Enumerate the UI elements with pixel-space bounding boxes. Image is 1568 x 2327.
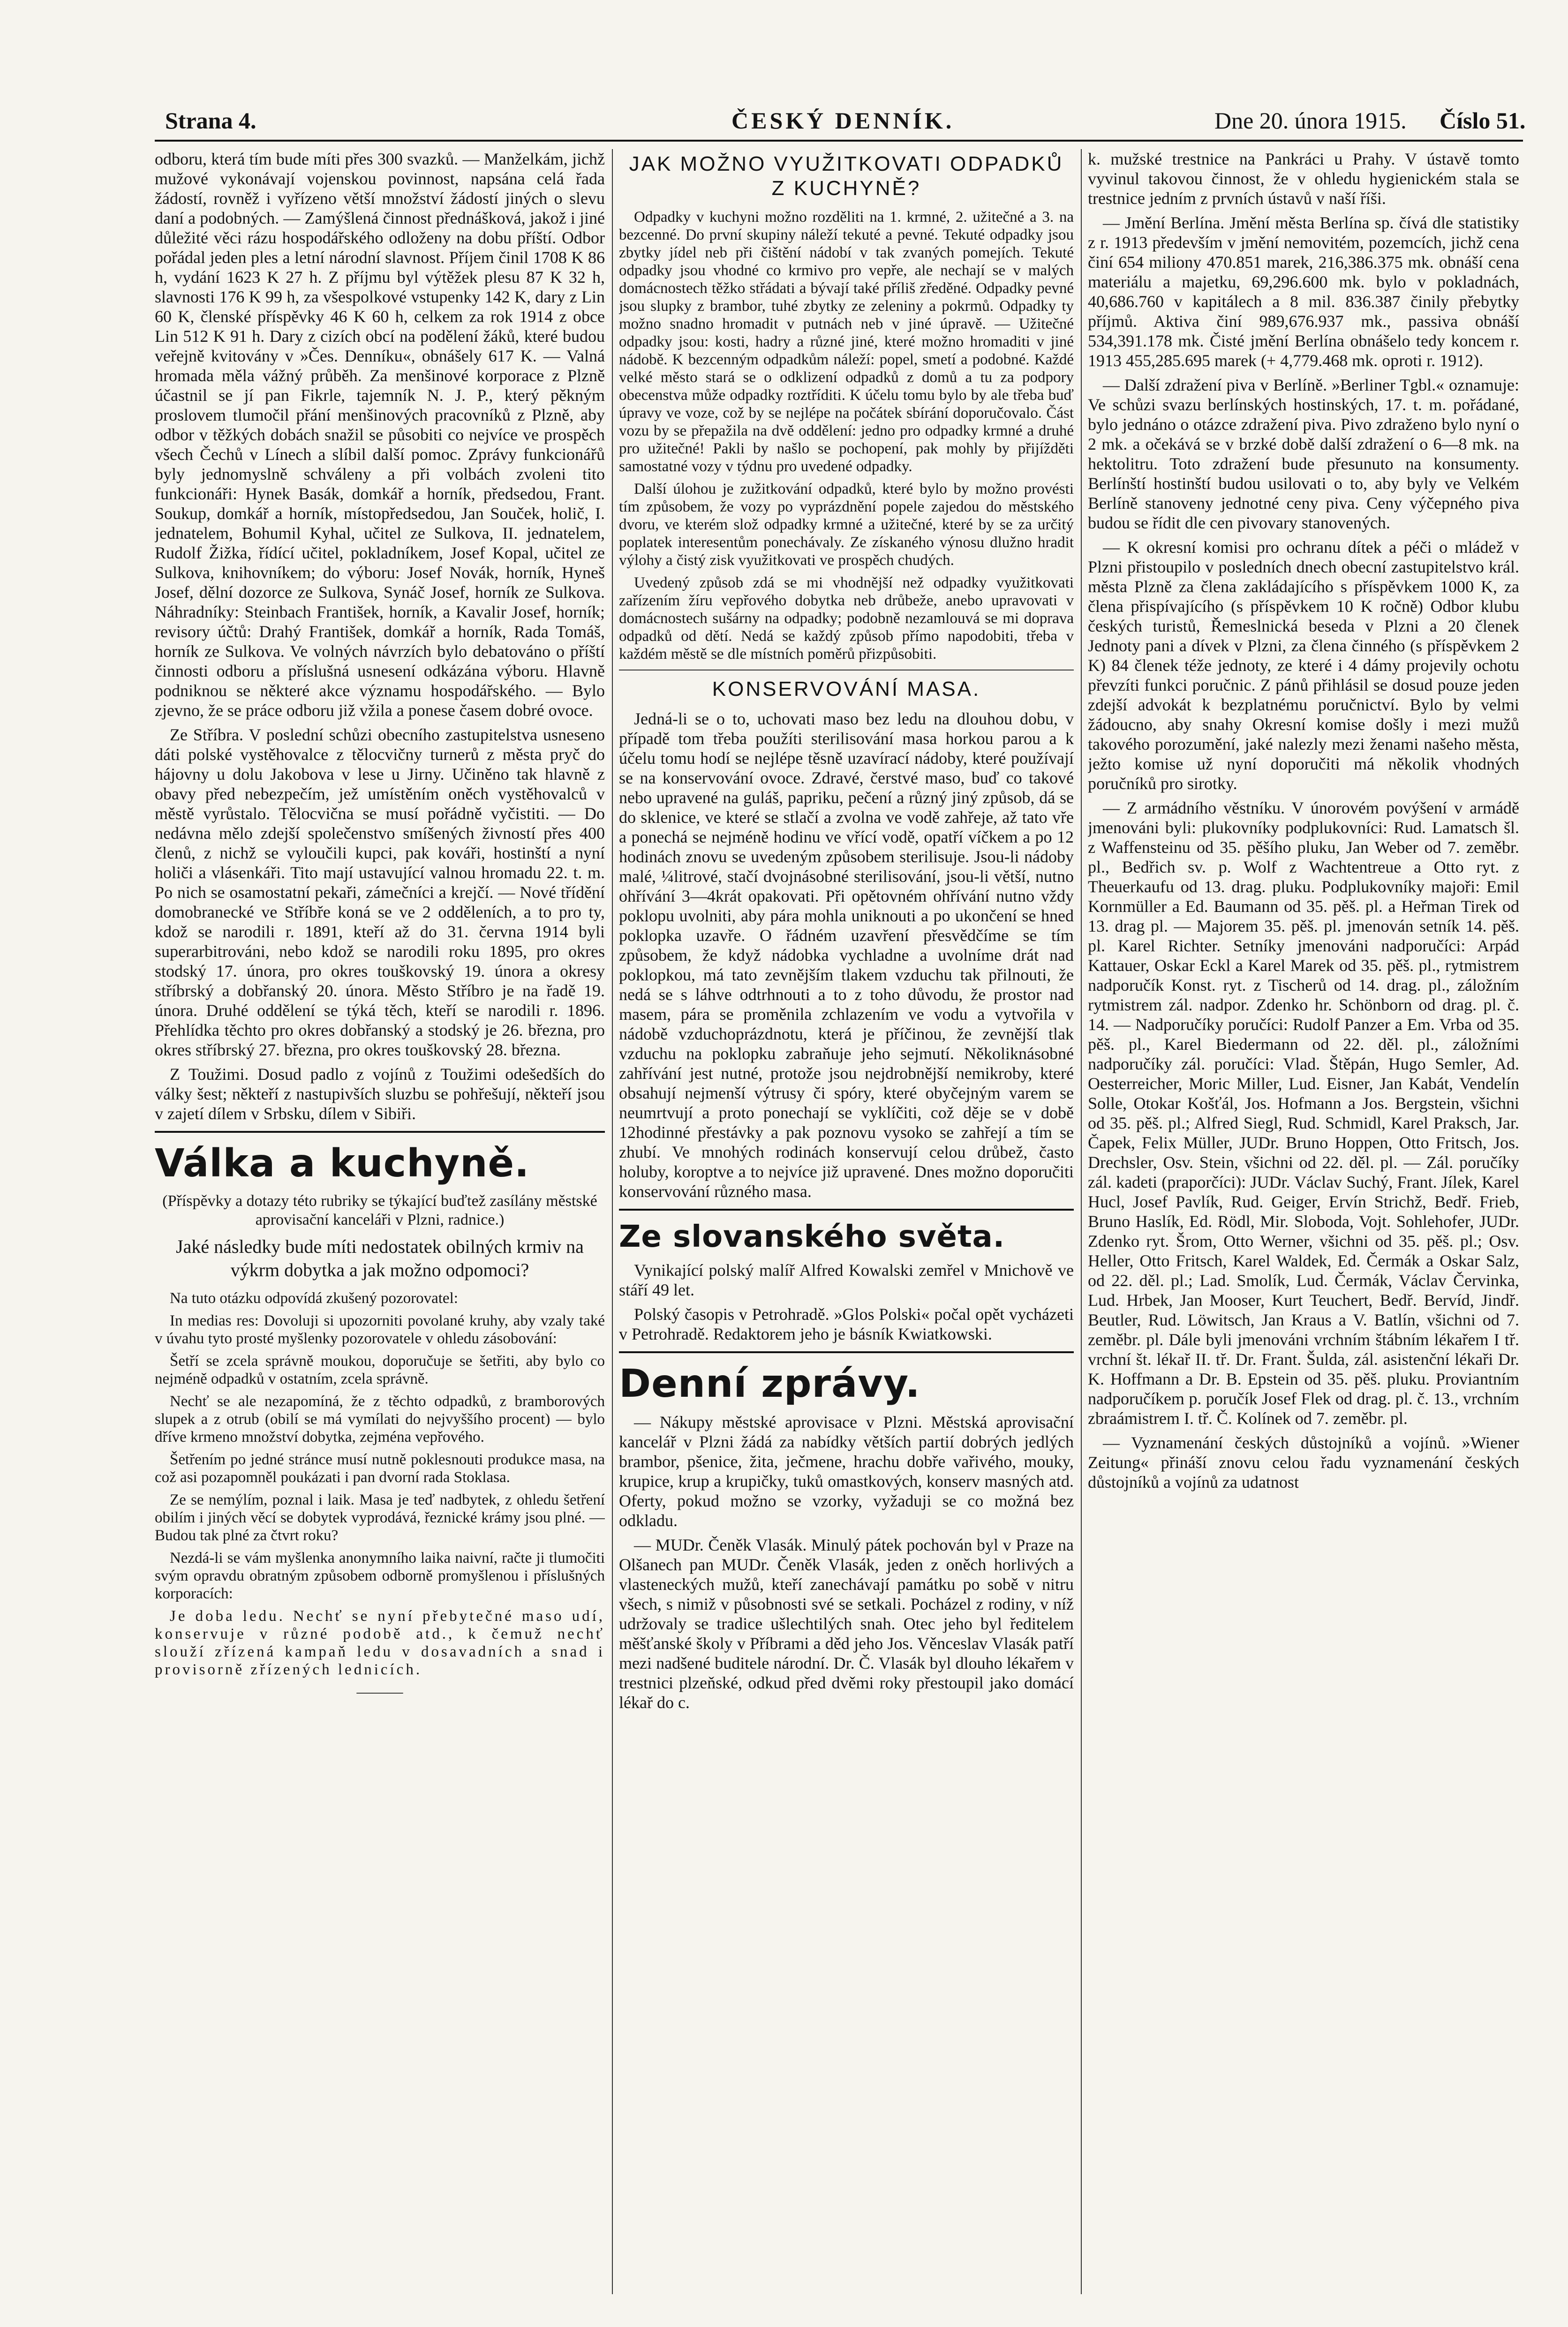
article-paragraph: Odpadky v kuchyni možno rozděliti na 1. krmné, 2. užitečné a 3. na bezcenné. Do první skupiny náleží tekuté a pevné. Tekuté odpadky jsou zbytky jídel neb při čištění nádobí v tak zvaných pomejích. Tekuté odpadky jsou vhodné co krmivo pro vepře, ale nechají se v malých domácnostech těžko střádati a bývají také příliš zředěné. Odpadky pevné jsou slupky z brambor, tuhé zbytky ze zeleniny a pokrmů. Odpadky ty možno snadno hromadit v putnách neb v jiné úpravě. — Užitečné odpadky jsou: kosti, hadry a různé jiné, které možno hromaditi v jiné nádobě. K bezcenným odpadkům náleží: popel, smetí a podobné. Každé velké město stará se o odklizení odpadků z domů a tu za podpory obecenstva může odpadky roztříditi. K účelu tomu bylo by ale třeba buď úpravy ve voze, což by se nejlépe na počátek sbírání doporučovalo. Část vozu by se přepažila na dvě oddělení: jedno pro odpadky krmné a druhé pro užitečné! Pakli by našlo se pochopení, pak mohly by přijížděti samostatné vozy v týdnu pro uvedené odpadky. [619,209,1074,475]
section-rule [619,1351,1074,1353]
newspaper-title: ČESKÝ DENNÍK. [731,107,955,134]
answer-paragraph: Nechť se ale nezapomíná, že z těchto odpadků, z bramborových slupek a z otrub (obilí se má vymílati do nejvyššího procent) — bylo dříve krmeno množství dobytka, zejména vepřového. [155,1393,605,1446]
column-divider [1081,149,1082,2294]
article-paragraph: Vynikající polský malíř Alfred Kowalski zemřel v Mnichově ve stáří 49 let. [619,1261,1074,1299]
article-ze-stribra: Ze Stříbra. V poslední schůzi obecního zastupitelstva usneseno dáti polské vystěhovalce z tělocvičny turnerů z města pryč do hájovny u dolu Jakobova v lese u Jirny. Učiněno tak hlavně z obavy před nebezpečím, jež umístěním oněch vystěhovalců v městě vyrůstalo. Tělocvična se musí pořádně vyčistiti. — Do nedávna mělo zdejší společenstvo smíšených živností přes 400 členů, z nichž se vyloučili kupci, pak kováři, hostinští a nyní holiči a vlásenkáři. Tito mají ustavující valnou hromadu 22. t. m. Po nich se osamostatní pekaři, zámečníci a krejčí. — Nové třídění domobranecké ve Stříbře koná se ve 2 odděleních, a to pro ty, kdož se narodili r. 1891, kteří až do 31. června 1914 byli superarbitrováni, nebo kdož se narodili roku 1895, pro okres stodský 17. února, pro okres touškovský 19. února a okresy stříbrský a dobřanský 20. února. Město Stříbro je na řadě 19. února. Druhé oddělení se týká těch, kteří se narodili r. 1896. Přehlídka těchto pro okres dobřanský a stodský je 26. března, pro okres stříbrský 27. března, pro okres touškovský 28. března. [155,725,605,1059]
headline-konservovani: KONSERVOVÁNÍ MASA. [712,678,981,700]
answer-paragraph: In medias res: Dovoluji si upozorniti povolané kruhy, aby vzaly také v úvahu tyto prosté myšlenky pozorovatele v ohledu zásobování: [155,1312,605,1347]
article-zdrazeni-piva: — Další zdražení piva v Berlíně. »Berliner Tgbl.« oznamuje: Ve schůzi svazu berlínských hostinských, 17. t. m. pořádané, bylo jednáno o otázce zdražení piva. Pivo zdraženo bylo nyní o 2 mk. a očekává se v brzké době další zdražení o 6—8 mk. na hektolitru. Toto zdražení bude přesunuto na konsumenty. Berlínští hostinští budou usilovati o to, aby byly ve Velkém Berlíně stanoveny jednotné ceny piva. Ceny výčepného piva budou se řídit dle cen pivovary stanovených. [1088,376,1519,532]
section-note: (Příspěvky a dotazy této rubriky se týkající buďtež zasílány městské aprovisační kanceláři v Plzni, radnice.) [162,1192,597,1228]
issue-date: Dne 20. února 1915. [1214,107,1407,134]
article-jmeni-berlina: — Jmění Berlína. Jmění města Berlína sp. čívá dle statistiky z r. 1913 především v jmění nemovitém, pozemcích, jichž cena činí 654 miliony 470.851 marek, 216,386.375 mk. obnáší cena materiálu a majetku, 69,296.600 mk. bylo v pokladnách, 40,686.760 v kapitálech a 8 mil. 836.387 činily přebytky příjmů. Aktiva činí 989,676.937 mk., passiva obnáší 534,391.178 mk. Čisté jmění Berlína obnášelo tedy koncem r. 1913 455,285.695 marek (+ 4,779.468 mk. oproti r. 1912). [1088,213,1519,370]
answer-paragraph: Ze se nemýlím, poznal i laik. Masa je teď nadbytek, z ohledu šetření obilím i jiných věcí se dobytek vyprodává, řeznické krámy jsou plné. — Budou tak plné za čtvrt roku? [155,1491,605,1544]
answer-paragraph: Na tuto otázku odpovídá zkušený pozorovatel: [170,1290,458,1307]
section-title-slovansky-svet: Ze slovanského světa. [619,1220,1005,1254]
article-z-touzimi: Z Toužimi. Dosud padlo z vojínů z Toužimi odešedších do války šest; někteří z nastupivších sluzbu se pohřešují, někteří jsou v zajetí dílem v Srbsku, dílem v Sibiři. [155,1065,605,1123]
article-lin-report: odboru, která tím bude míti přes 300 svazků. — Manželkám, jichž mužové vykonávají vojenskou povinnost, napsána celá řada žádostí, rovněž i vyřízeno větší množství žádostí jiných o slevu daní a podobných. — Zamýšlená činnost přednášková, jakož i jiné důležité věci rázu hospodářského odloženy na dobu příští. Odbor pořádal jeden ples a letní národní slavnost. Příjem činil 1708 K 86 h, vydání 1623 K 27 h. Z příjmu byl výtěžek plesu 87 K 32 h, slavnosti 176 K 99 h, za všespolkové vstupenky 142 K, dary z Lin 60 K, členské příspěvky 46 K 60 h, celkem za rok 1914 z obce Lin 512 K 91 h. Dary z cizích obcí na podělení žáků, které budou veřejně kvitovány v »Čes. Denníku«, obnášely 617 K. — Valná hromada měla vážný průběh. Za menšinové korporace z Plzně účastnil se jí pan Fikrle, tajemník N. J. P., který pěkným proslovem tlumočil přání menšinových pracovníků z Plzně, aby odbor v těžkých dobách snažil se působiti co nejvíce ve prospěch všech Čechů v Línech a slíbil další pomoc. Zprávy funkcionářů byly jednomyslně schváleny a při volbách zvoleni tito funkcionáři: Hynek Basák, domkář a horník, předsedou, Frant. Soukup, domkář a horník, místopředsedou, Jan Souček, holič, I. jednatelem, Bohumil Kyhal, učitel ze Sulkova, II. jednatelem, Rudolf Žižka, řídící učitel, pokladníkem, Josef Kopal, učitel ze Sulkova, knihovníkem; do výboru: Josef Novák, horník, Hyneš Josef, dělní dozorce ze Sulkova, Synáč Josef, horník ze Sulkova. Náhradníky: Steinbach František, horník, a Kavalir Josef, horník; revisory účtů: Drahý František, domkář a horník, Rada Tomáš, horník ze Sulkova. Ve volných návrzích bylo debatováno o příští činnosti odboru a příslušná usnesení odkázána výboru. Hlavně podniknou se některé akce významu hospodářského. — Bylo zjevno, že se práce odboru již vžila a ponese časem dobré ovoce. [155,150,605,720]
article-armadni-vestnik: — Z armádního věstníku. V únorovém povýšení v armádě jmenováni byli: plukovníky podplukovníci: Rud. Lamatsch šl. z Waffensteinu od 35. pěšího pluku, Jan Weber od 7. zeměbr. pl., Bedřich sv. p. Wolf z Wachtentreue a Otto ryt. z Theuerkaufu od 13. drag. pluku. Podplukovníky majoři: Emil Kornmüller a Ed. Baumann od 35. pěš. pl. a Heřman Tirek od 13. drag pl. — Majorem 35. pěš. pl. jmenován setník 14. pěš. pl. Karel Richter. Setníky jmenováni nadporučíci: Arpád Kattauer, Oskar Eckl a Karel Marek od 35. pěš. pl., rytmistrem nadporučík Konst. ryt. z Tischerů od 14. drag. pl., záložním rytmistrem zál. nadpor. Zdenko hr. Schönborn od drag. pl. č. 14. — Nadporučíky poručíci: Rudolf Panzer a Em. Vrba od 35. pěš. pl., Karel Biedermann od 22. děl. pl., záložními nadporučíky zál. poručíci: Vlad. Štěpán, Hugo Semler, Ad. Oesterreicher, Moric Miller, Lud. Eisner, Jan Kabát, Vendelín Solle, Otokar Košťál, Jos. Hofmann a Jos. Bergstein, všichni od 35. pěš. pl.; Alfred Siegl, Rud. Schmidl, Karel Praksch, Jar. Čapek, Felix Müller, JUDr. Bruno Hoppen, Otto Fritsch, Jos. Drechsler, Osv. Stein, všichni od 22. děl. pl. — Zál. poručíky zál. kadeti (praporčíci): JUDr. Václav Suchý, Frant. Jílek, Karel Hucl, Josef Pavlík, Rud. Geiger, Ervín Strichž, Bedř. Frieb, Bruno Haslík, Ed. Rödl, Mir. Sloboda, Vojt. Sohlehofer, JUDr. Zdenko ryt. Šrom, Otto Werner, všichni od 35. pěš. pl.; Osv. Heller, Otto Fritsch, Karel Waldek, Ed. Čermák a Oskar Salz, od 22. děl. pl.; Lad. Smolík, Lud. Čermák, Václav Červinka, Lud. Hrbek, Jan Mooser, Kurt Teuchert, Bedř. Bervíd, Jindř. Beutler, Rud. Löwitsch, Jan Kraus a V. Batlín, všichni od 7. zeměbr. pl. Dále byli jmenováni vrchním štábním lékařem I tř. vrchní št. lékař II. tř. Dr. Frant. Šulda, zál. asistenční lékaři Dr. K. Hoffmann a Dr. B. Epstein od 35. pěš. pluku. Proviantním nadporučíkem p. poručík Josef Flek od drag. pl. č. 13., vrchním zbraámistrem I. tř. Č. Kolínek od 7. zeměbr. pl. [1088,798,1519,1428]
answer-paragraph: Šetřením po jedné stránce musí nutně poklesnouti produkce masa, na což asi pozapomněl poukázati i pan dvorní rada Stoklasa. [155,1451,605,1486]
section-rule [155,1131,605,1133]
article-paragraph: — MUDr. Čeněk Vlasák. Minulý pátek pochován byl v Praze na Olšanech pan MUDr. Čeněk Vlasák, jeden z oněch horlivých a vlasteneckých mužů, kteří zanechávají památku po sobě v nitru všech, s nimiž v působnosti své se setkali. Pocházel z rodiny, v níž udržovaly se tradice ušlechtilých snah. Otec jeho byl ředitelem měšťanské školy v Příbrami a děd jeho Jos. Věnceslav Vlasák patří mezi nadšené buditele národní. Dr. Č. Vlasák byl dlouho lékařem v trestnici plzeňské, odkud před dvěmi roky přestoupil jako domácí lékař do c. [619,1536,1074,1712]
end-mark: ——— [356,1684,403,1701]
column-divider [612,149,613,2294]
article-paragraph: Další úlohou je zužitkování odpadků, které bylo by možno provésti tím způsobem, že vozy po vyprázdnění popele zajedou do městského dvoru, ve kterém slož odpadky krmné a užitečné, které by se za určitý poplatek interesentům ponechávaly. Ze získaného výnosu dlužno hradit výlohy a čistý zisk využitkovati ve prospěch chudých. [619,481,1074,569]
column-2 [619,149,1074,2294]
article-paragraph: Jedná-li se o to, uchovati maso bez ledu na dlouhou dobu, v případě tom třeba použíti sterilisování masa horkou parou a k účelu tomu hodí se nejlépe těsně uzavírací nádoby, které používají se na konservování ovoce. Zdravé, čerstvé maso, buď co takové nebo upravené na guláš, papriku, pečení a různý jiný způsob, dá se do sklenice, ve které se stlačí a zvolna ve vodě zahřeje, až tato vře a ponechá se nejméně hodinu ve vřící vodě, opatří víčkem a po 12 hodinách znovu se uvedeným způsobem sterilisuje. Jsou-li nádoby malé, ¼litrové, stačí dvojnásobné sterilisování, jsou-li větší, nutno ohřívání 3—4krát opakovati. Při opětovném ohřívání nutno vždy poklopu uvolniti, aby pára mohla uniknouti a po ukončení se hned poklopka uzavře. O řádném uzavření přesvědčíme se tím způsobem, že když nádobka vychladne a uvolníme drát nad poklopkou, má tato zevnějším tlakem vzduchu tak přilnouti, že nedá se s láhve odtrhnouti a to z toho důvodu, že prostor nad masem, pára se proměnila zchlazením ve vodu a vytvořila v nádobě vzduchoprázdnotu, která je příčinou, že zevnější tlak vzduchu na poklopku zabraňuje jeho sejmutí. Několiknásobné zahřívání jest nutné, protože jsou nejdrobnější nemikroby, které obsahují nejmenší výtrusy či spóry, které obyčejným varem se neumrtvují a proto ponechají se vyklíčiti, což děje se v době 12hodinné přestávky a pak poznovu vysoko se zahřejí a tím se zhubí. Ve mnohých rodinách konservují celou drůbež, často holuby, koroptve a to nejvíce již upravené. Dnes možno doporučiti konservování různého masa. [619,709,1074,1201]
article-paragraph: — Nákupy městské aprovisace v Plzni. Městská aprovisační kancelář v Plzni žádá za nabídky větších partií dobrých jedlých brambor, pšenice, žita, ječmene, hrachu dobře vařivého, mouky, krupice, krup a krupičky, tuků omastkových, konserv masných atd. Oferty, pokud možno se vzorky, vyžaduji se co možná bez odkladu. [619,1413,1074,1530]
reader-question: Jaké následky bude míti nedostatek obilných krmiv na výkrm dobytka a jak možno odpomoci? [176,1236,584,1280]
article-vyznamenani: — Vyznamenání českých důstojníků a vojínů. »Wiener Zeitung« přináší znovu celou řadu vyznamenání českých důstojníků a vojínů za udatnost [1088,1433,1519,1491]
section-title-denni-zpravy: Denní zprávy. [619,1362,920,1406]
answer-paragraph: Nezdá-li se vám myšlenka anonymního laika naivní, račte ji tlumočiti svým opravdu obratným způsobem odborně promyšlenou i příslušných korporacích: [155,1550,605,1602]
header-rule [155,140,1523,142]
column-1 [155,149,605,2294]
answer-paragraph: Je doba ledu. Nechť se nyní přebytečné maso udí, konservuje v různé podobě atd., k čemuž nechť slouží zřízená kampaň ledu v dosavadních a snad i provisorně zřízených lednicích. [155,1608,605,1678]
issue-number: Číslo 51. [1440,107,1526,134]
article-paragraph: Polský časopis v Petrohradě. »Glos Polski« počal opět vycházeti v Petrohradě. Redaktorem jeho je básník Kwiatkowski. [619,1305,1074,1343]
article-paragraph: k. mužské trestnice na Pankráci u Prahy. V ústavě tomto vyvinul takovou činnost, že v ohledu hygienickém stala se trestnice jedním z prvních ústavů v naší říši. [1088,150,1519,208]
article-okresni-komise: — K okresní komisi pro ochranu dítek a péči o mládež v Plzni přistoupilo v posledních dnech obecní zastupitelstvo král. města Plzně za člena zakládajícího s příspěvkem 1000 K, za člena přispívajícího (s příspěvkem 10 K ročně) Odbor klubu českých turistů, Řemeslnická beseda v Plzni a 20 členek Jednoty pani a dívek v Plzni, za člena činného (s příspěvkem 2 K) 84 členek téže jednoty, ze které i 4 dámy projevily ochotu převzíti funkci poručnic. Z pánů přihlásil se dosud pouze jeden zdejší advokát k bezplatnému poručnictví. Bylo by velmi žádoucno, aby snahy Okresní komise došly i mezi mužů takového porozumění, jaké nalezly mezi ženami našeho města, ježto komise už nyní doporučiti má několik vhodných poručníků pro sirotky. [1088,538,1519,793]
answer-paragraph: Šetří se zcela správně moukou, doporučuje se šetřiti, aby bylo co nejméně odpadků v ostatním, zcela správně. [155,1353,605,1387]
page-number: Strana 4. [165,107,256,134]
column-3 [1088,149,1519,2294]
section-title-valka-a-kuchyne: Válka a kuchyně. [155,1141,530,1186]
headline-odpadky: JAK MOŽNO VYUŽITKOVATI ODPADKŮ Z KUCHYNĚ? [629,152,1064,200]
article-paragraph: Uvedený způsob zdá se mi vhodnější než odpadky využitkovati zařízením žíru vepřového dobytka neb drůbeže, anebo upravovati v domácnostech sušárny na odpadky; podobně nezamlouvá se mi doprava odpadků od dětí. Nedá se každý způsob přímo napodobiti, třeba v každém městě se dle místních poměrů přizpůsobiti. [619,574,1074,663]
section-rule [619,1209,1074,1211]
